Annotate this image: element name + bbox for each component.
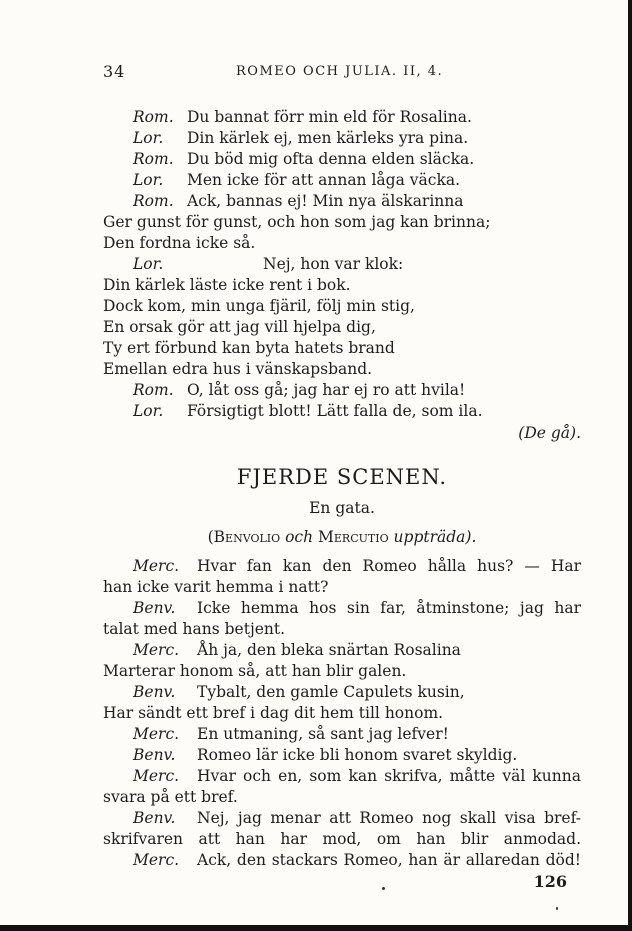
page-edge-right	[628, 0, 632, 931]
verse-line	[103, 149, 581, 169]
prose-line	[103, 556, 581, 576]
line-text: Ack, bannas ej! Min nya älskarinna	[187, 192, 464, 210]
speaker: Merc.	[133, 641, 180, 659]
prose-line	[103, 745, 581, 765]
line-text: Romeo lär icke bli honom svaret skyldig.	[197, 746, 518, 764]
speaker: Benv.	[133, 746, 176, 764]
prose-line	[103, 808, 581, 828]
line-text: Icke hemma hos sin far, åtminstone; jag har	[197, 599, 581, 617]
verse-line	[103, 296, 581, 316]
line-text: Åh ja, den bleka snärtan Rosalina	[197, 641, 461, 659]
speaker: Merc.	[133, 725, 180, 743]
verse-line	[103, 359, 581, 379]
speaker: Lor.	[133, 129, 164, 147]
verse-line	[103, 724, 581, 744]
running-header	[103, 62, 581, 84]
line-text: O, låt oss gå; jag har ej ro att hvila!	[187, 381, 466, 399]
prose-line	[103, 619, 581, 639]
speaker: Lor.	[133, 402, 164, 420]
speaker: Rom.	[133, 108, 174, 126]
line-text: svara på ett bref.	[103, 788, 238, 806]
prose-line	[103, 766, 581, 786]
speaker: Lor.	[133, 255, 164, 273]
verse-line	[103, 703, 581, 723]
line-text: Försigtigt blott! Lätt falla de, som ila.	[187, 402, 483, 420]
scene-location: En gata.	[309, 499, 375, 517]
verse-line	[103, 640, 581, 660]
signature-mark: 126	[533, 872, 567, 891]
speaker: Benv.	[133, 809, 176, 827]
line-text: Hvar fan kan den Romeo hålla hus? — Har	[197, 557, 581, 575]
verse-line	[103, 338, 581, 358]
page-number: 34	[103, 62, 126, 81]
page-edge-bottom	[0, 925, 632, 931]
speaker: Rom.	[133, 192, 174, 210]
verse-line	[103, 233, 581, 253]
speaker: Merc.	[133, 767, 180, 785]
verse-line	[103, 170, 581, 190]
line-text: Tybalt, den gamle Capulets kusin,	[197, 683, 465, 701]
line-text: Har sändt ett bref i dag dit hem till honom.	[103, 704, 444, 722]
line-text: Din kärlek läste icke rent i bok.	[103, 276, 351, 294]
verse-line	[103, 254, 581, 274]
ink-speck	[556, 907, 558, 910]
line-text: Marterar honom så, att han blir galen.	[103, 662, 407, 680]
verse-line	[103, 401, 581, 421]
line-text: Ger gunst för gunst, och hon som jag kan brinna;	[103, 213, 491, 231]
line-text: Hvar och en, som kan skrifva, måtte väl kunna	[197, 767, 581, 785]
line-text: Din kärlek ej, men kärleks yra pina.	[187, 129, 469, 147]
verse-line	[103, 661, 581, 681]
prose-line	[103, 598, 581, 618]
verse-line	[103, 275, 581, 295]
verse-line	[103, 128, 581, 148]
line-text: Den fordna icke så.	[103, 234, 256, 252]
line-text: Du böd mig ofta denna elden släcka.	[187, 150, 475, 168]
speaker: Merc.	[133, 851, 180, 869]
line-text: Dock kom, min unga fjäril, följ min stig,	[103, 297, 415, 315]
line-text: skrifvaren att han har mod, om han blir anmodad.	[103, 830, 581, 848]
verse-line	[103, 682, 581, 702]
line-text: En orsak gör att jag vill hjelpa dig,	[103, 318, 376, 336]
prose-line	[103, 577, 581, 597]
verse-line	[103, 212, 581, 232]
line-text: Nej, jag menar att Romeo nog skall visa bref-	[197, 809, 581, 827]
speaker: Lor.	[133, 171, 164, 189]
verse-line	[103, 317, 581, 337]
prose-line	[103, 787, 581, 807]
scene-title: FJERDE SCENEN.	[236, 465, 448, 489]
speaker: Rom.	[133, 150, 174, 168]
verse-line	[103, 380, 581, 400]
stage-direction-exit: (De gå).	[518, 424, 581, 442]
speaker: Rom.	[133, 381, 174, 399]
line-text: Ack, den stackars Romeo, han är allaredan död!	[197, 851, 581, 869]
speaker: Benv.	[133, 683, 176, 701]
character-name: Benvolio	[213, 528, 281, 546]
line-text: Ty ert förbund kan byta hatets brand	[103, 339, 395, 357]
line-text: Du bannat förr min eld för Rosalina.	[187, 108, 472, 126]
verse-line	[103, 191, 581, 211]
prose-line	[103, 829, 581, 849]
speaker: Benv.	[133, 599, 176, 617]
running-title: ROMEO OCH JULIA. II, 4.	[236, 64, 444, 79]
line-text: En utmaning, så sant jag lefver!	[197, 725, 449, 743]
speaker: Merc.	[133, 557, 180, 575]
line-text: han icke varit hemma i natt?	[103, 578, 329, 596]
line-text: Men icke för att annan låga väcka.	[187, 171, 460, 189]
line-text: talat med hans betjent.	[103, 620, 286, 638]
prose-line	[103, 850, 581, 870]
stage-direction-entrance: (Benvolio och Mercutio uppträda).	[207, 528, 477, 546]
character-name: Mercutio	[318, 528, 389, 546]
line-text: Emellan edra hus i vänskapsband.	[103, 360, 373, 378]
verse-line	[103, 107, 581, 127]
line-text: Nej, hon var klok:	[263, 255, 404, 273]
